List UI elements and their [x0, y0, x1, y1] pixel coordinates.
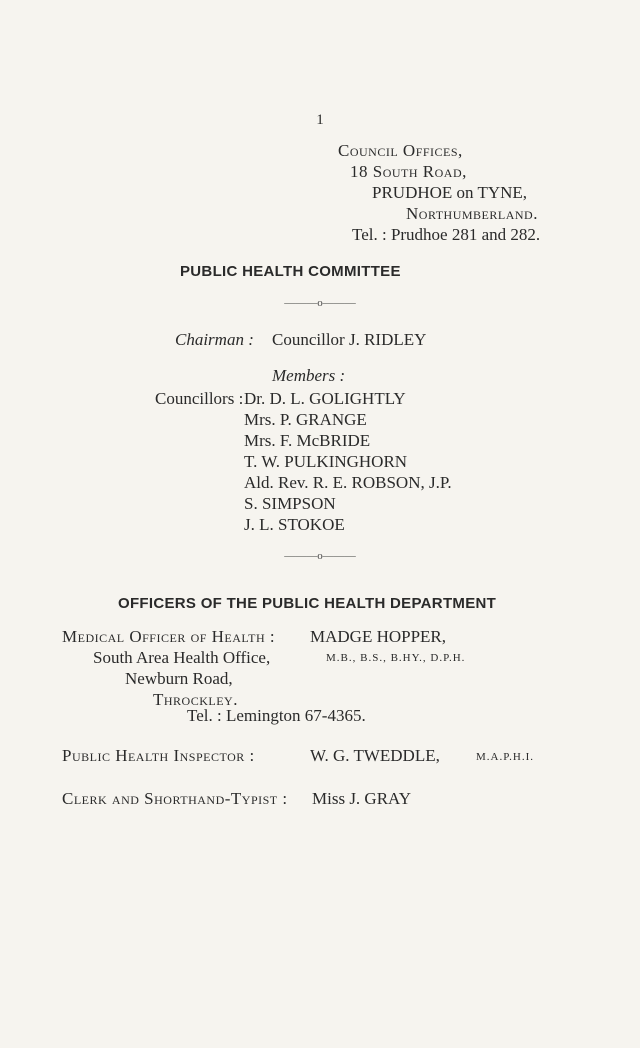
- clerk-label: Clerk and Shorthand-Typist :: [62, 789, 288, 808]
- member: Dr. D. L. GOLIGHTLY: [244, 389, 406, 408]
- divider: ———o———: [284, 550, 356, 562]
- members-label: Members :: [272, 366, 346, 385]
- address-tel: Tel. : Prudhoe 281 and 282.: [352, 225, 541, 244]
- moh-address-line-3: Throckley.: [153, 690, 238, 709]
- divider: ———o———: [284, 297, 356, 309]
- moh-label: Medical Officer of Health :: [62, 627, 276, 646]
- phi-qualifications: M.A.P.H.I.: [476, 751, 534, 763]
- member: Mrs. F. McBRIDE: [244, 431, 371, 450]
- address-line-4: Northumberland.: [406, 204, 538, 223]
- member: S. SIMPSON: [244, 494, 336, 513]
- clerk-name: Miss J. GRAY: [312, 789, 412, 808]
- address-line-2: 18 South Road,: [350, 162, 467, 181]
- address-line-1: Council Offices,: [338, 141, 463, 160]
- page-number: 1: [316, 112, 324, 128]
- chairman-name: Councillor J. RIDLEY: [272, 330, 427, 349]
- address-line-3: PRUDHOE on TYNE,: [372, 183, 528, 202]
- member: J. L. STOKOE: [244, 515, 345, 534]
- member: Mrs. P. GRANGE: [244, 410, 367, 429]
- moh-qualifications: M.B., B.S., B.HY., D.P.H.: [326, 652, 466, 664]
- officers-title: OFFICERS OF THE PUBLIC HEALTH DEPARTMENT: [118, 595, 497, 612]
- phi-label: Public Health Inspector :: [62, 746, 255, 765]
- chairman-label: Chairman :: [175, 330, 254, 349]
- moh-tel: Tel. : Lemington 67-4365.: [187, 706, 366, 725]
- moh-address-line-2: Newburn Road,: [125, 669, 233, 688]
- member: Ald. Rev. R. E. ROBSON, J.P.: [244, 473, 452, 492]
- member: T. W. PULKINGHORN: [244, 452, 408, 471]
- moh-address-line-1: South Area Health Office,: [93, 648, 271, 667]
- phi-name: W. G. TWEDDLE,: [310, 746, 440, 765]
- moh-name: MADGE HOPPER,: [310, 627, 447, 646]
- committee-title: PUBLIC HEALTH COMMITTEE: [180, 263, 401, 280]
- councillors-label: Councillors :: [155, 389, 244, 408]
